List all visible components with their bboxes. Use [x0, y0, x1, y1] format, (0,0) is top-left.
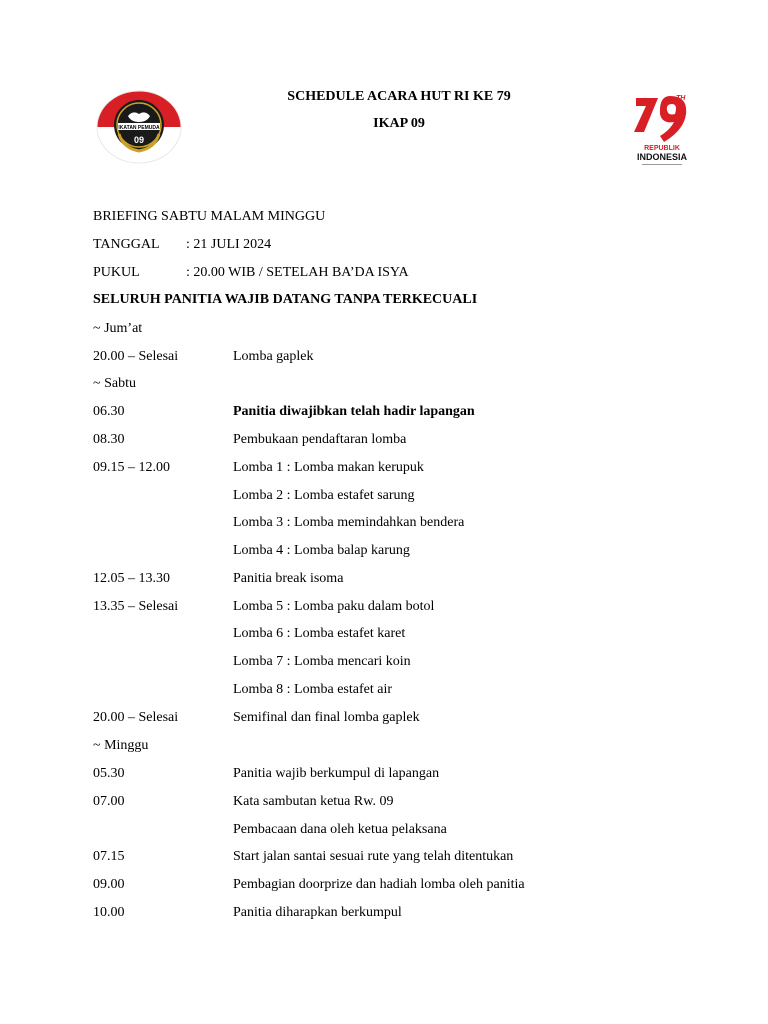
- schedule-time: 05.30: [93, 766, 125, 781]
- schedule-activity: Semifinal dan final lomba gaplek: [233, 710, 420, 725]
- tanggal-label: TANGGAL: [93, 237, 160, 252]
- logo-number-text: 09: [133, 135, 145, 145]
- tanggal-line: [93, 237, 271, 253]
- schedule-time: 07.00: [93, 794, 125, 809]
- schedule-activity: Lomba 5 : Lomba paku dalam botol: [233, 599, 435, 614]
- logo-banner-text: IKATAN PEMUDA: [118, 125, 160, 131]
- logo-indonesia-text: INDONESIA: [636, 152, 688, 162]
- schedule-activity: Panitia wajib berkumpul di lapangan: [233, 766, 440, 781]
- schedule-time: 20.00 – Selesai: [93, 710, 179, 725]
- logo-th-text: TH: [676, 95, 686, 102]
- schedule-activity: Start jalan santai sesuai rute yang telah ditentukan: [233, 849, 514, 864]
- schedule-activity: Lomba 1 : Lomba makan kerupuk: [233, 460, 424, 475]
- schedule-activity: Kata sambutan ketua Rw. 09: [233, 794, 394, 809]
- schedule-activity: Lomba 3 : Lomba memindahkan bendera: [233, 515, 465, 530]
- schedule-activity: Panitia diharapkan berkumpul: [233, 905, 402, 920]
- schedule-time: 09.15 – 12.00: [93, 460, 170, 475]
- tanggal-value: : 21 JULI 2024: [186, 237, 272, 252]
- schedule-activity: Panitia diwajibkan telah hadir lapangan: [233, 404, 475, 419]
- schedule-activity: Lomba 4 : Lomba balap karung: [233, 543, 410, 558]
- briefing-notice: SELURUH PANITIA WAJIB DATANG TANPA TERKECUALI: [93, 292, 478, 307]
- schedule-activity: Lomba 6 : Lomba estafet karet: [233, 626, 406, 641]
- schedule-activity: Pembacaan dana oleh ketua pelaksana: [233, 822, 447, 837]
- pukul-value: : 20.00 WIB / SETELAH BA’DA ISYA: [186, 265, 409, 280]
- pukul-label: PUKUL: [93, 265, 140, 280]
- schedule-activity: Lomba gaplek: [233, 349, 314, 364]
- schedule-time: 10.00: [93, 905, 125, 920]
- pukul-line: [93, 265, 409, 281]
- schedule-activity: Lomba 2 : Lomba estafet sarung: [233, 488, 415, 503]
- schedule-time: 20.00 – Selesai: [93, 349, 179, 364]
- page-subtitle: IKAP 09: [373, 116, 425, 131]
- schedule-time: ~ Minggu: [93, 738, 149, 753]
- schedule-time: ~ Jum’at: [93, 321, 143, 336]
- schedule-time: 07.15: [93, 849, 125, 864]
- schedule-time: 12.05 – 13.30: [93, 571, 170, 586]
- schedule-time: 09.00: [93, 877, 125, 892]
- hut-ri-79-logo-icon: [630, 92, 694, 170]
- schedule-activity: Panitia break isoma: [233, 571, 344, 586]
- schedule-activity: Pembukaan pendaftaran lomba: [233, 432, 407, 447]
- schedule-time: 06.30: [93, 404, 125, 419]
- schedule-time: 13.35 – Selesai: [93, 599, 179, 614]
- schedule-activity: Lomba 7 : Lomba mencari koin: [233, 654, 411, 669]
- schedule-activity: Pembagian doorprize dan hadiah lomba oleh panitia: [233, 877, 525, 892]
- schedule-activity: Lomba 8 : Lomba estafet air: [233, 682, 392, 697]
- logo-republik-text: REPUBLIK: [644, 145, 680, 152]
- schedule-time: 08.30: [93, 432, 125, 447]
- page-title: SCHEDULE ACARA HUT RI KE 79: [287, 89, 511, 104]
- briefing-heading: BRIEFING SABTU MALAM MINGGU: [93, 209, 326, 224]
- schedule-time: ~ Sabtu: [93, 376, 136, 391]
